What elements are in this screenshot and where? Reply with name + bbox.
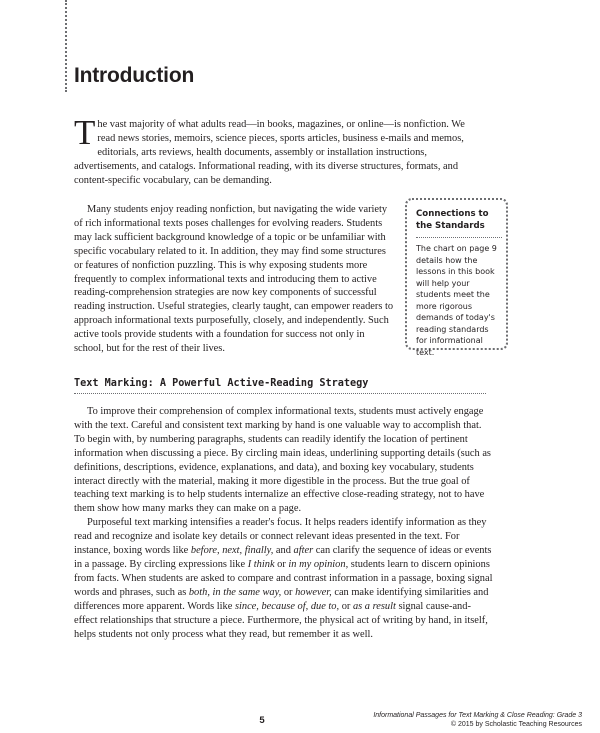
intro-paragraph-1 bbox=[74, 113, 474, 188]
drop-cap: T bbox=[74, 113, 96, 152]
standards-sidebar bbox=[405, 198, 508, 357]
section-heading: Text Marking: A Powerful Active-Reading Strategy bbox=[74, 378, 486, 394]
emphasized-example: before, next, finally, bbox=[190, 545, 274, 557]
emphasized-example: in my opinion, bbox=[288, 558, 349, 570]
decorative-dotted-line bbox=[65, 0, 67, 92]
page-title: Introduction bbox=[74, 64, 195, 87]
sidebar-title: Connections to the Standards bbox=[416, 209, 489, 231]
emphasized-example: however, bbox=[295, 586, 332, 598]
paragraph-text: Purposeful text marking intensifies a reader's focus. It helps readers identify information as they read and recognize and isolate key details or connect relevant ideas presented in the text. For instance, boxing words like bbox=[74, 517, 487, 557]
intro-paragraph-2 bbox=[74, 203, 396, 356]
paragraph-text: can make identifying similarities and differences more apparent. Words like bbox=[74, 586, 489, 612]
paragraph-text: or bbox=[281, 586, 296, 598]
text-marking-paragraph-2 bbox=[74, 516, 494, 641]
paragraph-text: or bbox=[339, 600, 353, 612]
page-number: 5 bbox=[259, 715, 265, 726]
footer-credit bbox=[373, 712, 582, 729]
book-title: Informational Passages for Text Marking & Close Reading: Grade 3 bbox=[373, 712, 582, 719]
sidebar-divider bbox=[416, 237, 502, 238]
paragraph-text: students learn to discern opinions from facts. When students are asked to compare and contrast information in a passage, boxing signal words and phrases, such as bbox=[74, 558, 493, 598]
paragraph-text: and bbox=[273, 545, 294, 557]
intro-paragraph-1-text: he vast majority of what adults read—in books, magazines, or online—is nonfiction. We read news stories, memoirs, science pieces, sports articles, business e-mails and memos, editorials, arts reviews, health documents, assembly or installation instructions, advertisements, and catalogs. Informational reading, with its diverse structures, formats, and content-specific vocabulary, can be demanding. bbox=[74, 119, 465, 186]
text-marking-section bbox=[74, 405, 494, 641]
emphasized-example: as a result bbox=[352, 600, 396, 612]
paragraph-text: or bbox=[274, 558, 289, 570]
emphasized-example: since, because of, due to, bbox=[234, 600, 340, 612]
text-marking-paragraph-1: To improve their comprehension of complex informational texts, students must actively engage with the text. Careful and consistent text marking by hand is one valuable way to accomplish that. To begin with, by numbering paragraphs, students can readily identify the location of pertinent information when discussing a piece. By circling main ideas, underlining supporting details (such as definitions, descriptions, evidence, explanations, and data), and boxing key vocabulary, students interact directly with the material, making it more digestible in the process. But the true goal of teaching text marking is to help students internalize an effective close-reading strategy, not to have them show how many marks they can make on a page. bbox=[74, 406, 491, 515]
sidebar-text: The chart on page 9 details how the lessons in this book will help your students meet the more rigorous demands of today's reading standards for informational text. bbox=[416, 244, 497, 357]
copyright: © 2015 by Scholastic Teaching Resources bbox=[450, 720, 582, 728]
paragraph-text: signal cause-and-effect relationships that structure a piece. Furthermore, the physical act of writing by hand, in itself, helps students not only process what they read, but remember it as well. bbox=[74, 600, 488, 640]
emphasized-example: both, in the same way, bbox=[188, 586, 282, 598]
intro-paragraph-2-text: Many students enjoy reading nonfiction, but navigating the wide variety of rich informational texts poses challenges for evolving readers. Students may lack sufficient background knowledge of a topic or be unfamiliar with specific vocabulary related to it. In addition, they may find some structures or features of nonfiction puzzling. This is why exposing students more frequently to complex informational texts and introducing them to active reading-comprehension strategies are now key components of successful reading instruction. Useful strategies, clearly taught, can empower readers to approach informational texts purposefully, closely, and independently. Such active tools provide students with a foundation for success not only in school, but for the rest of their lives. bbox=[74, 204, 394, 355]
emphasized-example: I think bbox=[247, 558, 275, 570]
paragraph-text: can clarify the sequence of ideas or events in a passage. By circling expressions like bbox=[74, 545, 492, 570]
emphasized-example: after bbox=[293, 545, 314, 557]
